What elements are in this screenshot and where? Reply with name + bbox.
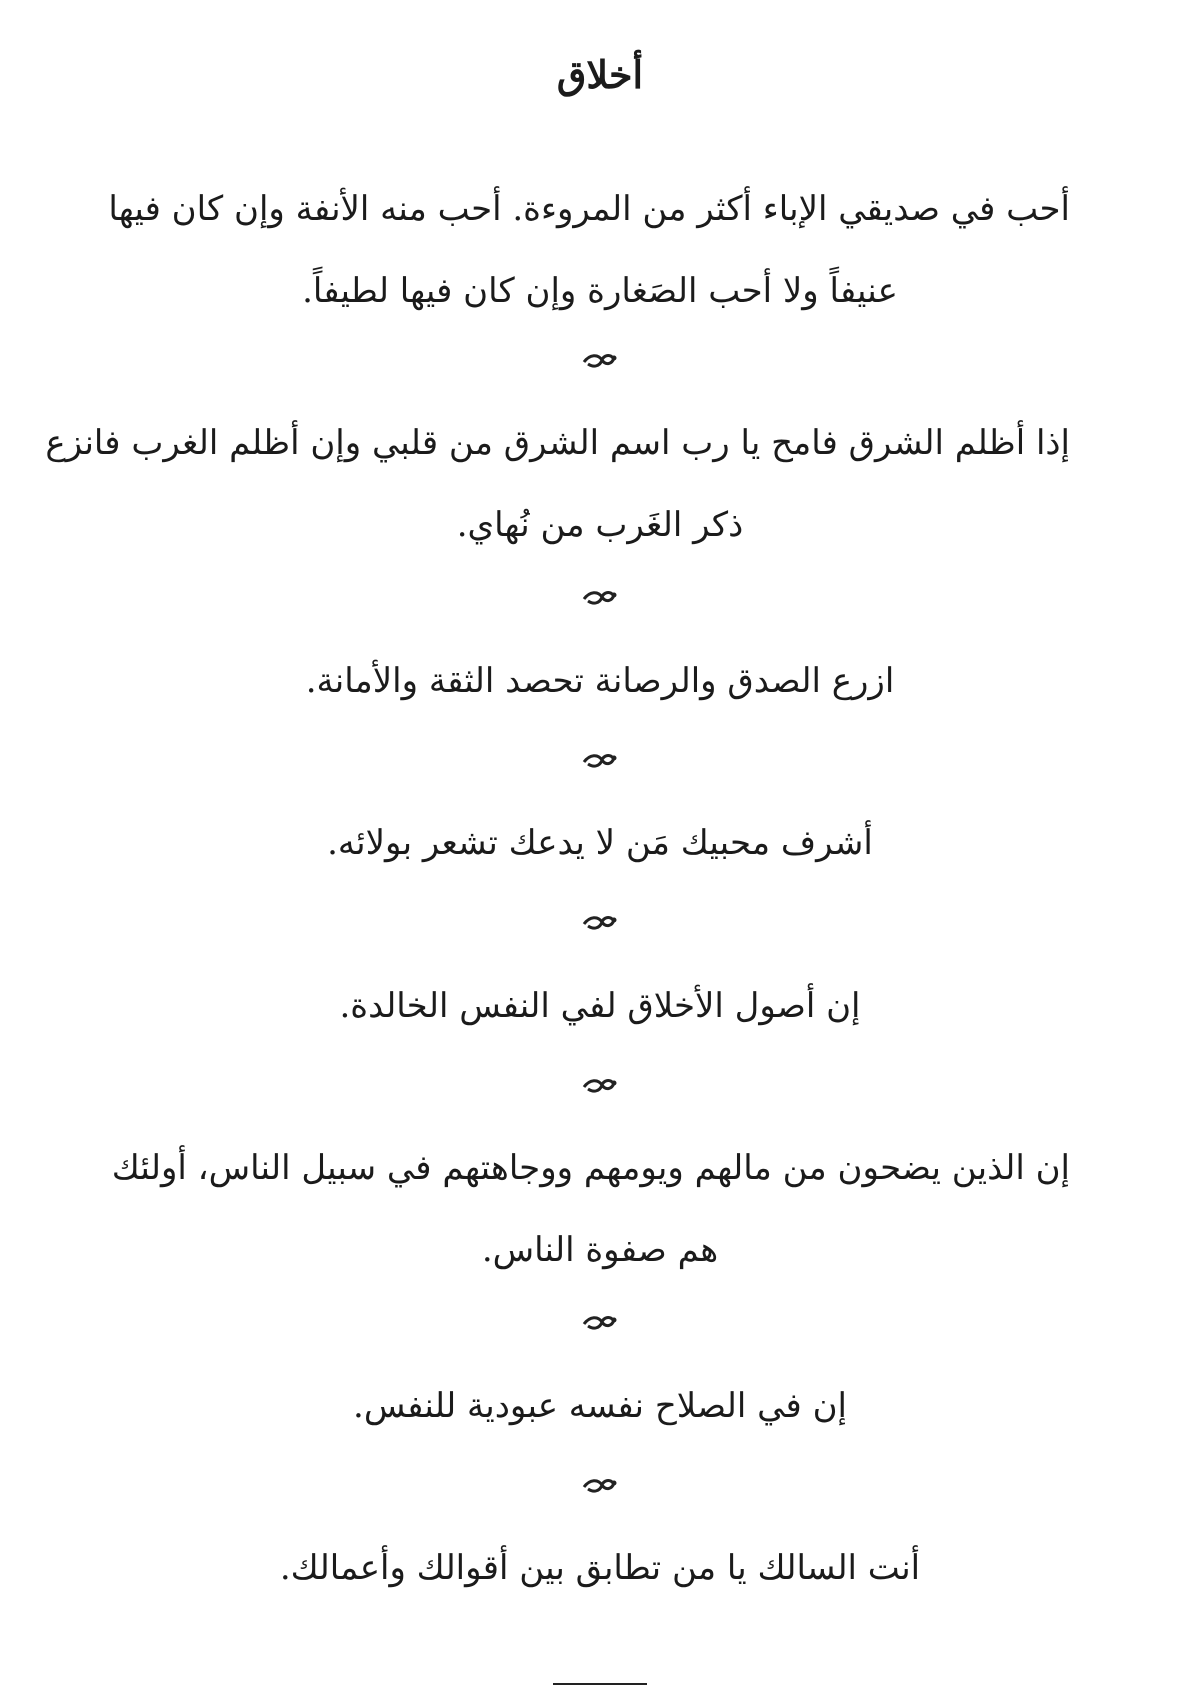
- text-line: ذكر الغَرب من نُهاي.: [456, 505, 744, 545]
- text-line: إن الذين يضحون من مالهم ويومهم ووجاهتهم في سبيل الناس، أولئك: [111, 1148, 1070, 1188]
- text-line: إن في الصلاح نفسه عبودية للنفس.: [353, 1386, 847, 1426]
- text-line: هم صفوة الناس.: [481, 1230, 719, 1270]
- text-line: أحب في صديقي الإباء أكثر من المروءة. أحب منه الأنفة وإن كان فيها: [108, 189, 1070, 229]
- fleuron-icon: [0, 1475, 1200, 1505]
- fleuron-icon: [0, 750, 1200, 780]
- text-line: أنت السالك يا من تطابق بين أقوالك وأعمالك.: [279, 1548, 921, 1588]
- aphorism-paragraph: [130, 965, 1070, 1047]
- text-line: إن أصول الأخلاق لفي النفس الخالدة.: [339, 986, 861, 1026]
- page-title: أخلاق: [556, 52, 644, 97]
- footer-rule: [553, 1683, 647, 1685]
- aphorism-paragraph: [45, 402, 1070, 566]
- text-line: إذا أظلم الشرق فامح يا رب اسم الشرق من قلبي وإن أظلم الغرب فانزع: [45, 423, 1070, 463]
- text-line: عنيفاً ولا أحب الصَغارة وإن كان فيها لطيفاً.: [302, 271, 898, 311]
- aphorism-paragraph: [130, 640, 1070, 722]
- aphorism-paragraph: [111, 1127, 1070, 1291]
- fleuron-icon: [0, 587, 1200, 617]
- text-line: ازرع الصدق والرصانة تحصد الثقة والأمانة.: [305, 661, 895, 701]
- fleuron-icon: [0, 912, 1200, 942]
- aphorism-paragraph: [108, 168, 1070, 332]
- fleuron-icon: [0, 1075, 1200, 1105]
- text-line: أشرف محبيك مَن لا يدعك تشعر بولائه.: [327, 823, 873, 863]
- fleuron-icon: [0, 1312, 1200, 1342]
- fleuron-icon: [0, 350, 1200, 380]
- aphorism-paragraph: [130, 1365, 1070, 1447]
- aphorism-paragraph: [130, 1527, 1070, 1609]
- aphorism-paragraph: [130, 802, 1070, 884]
